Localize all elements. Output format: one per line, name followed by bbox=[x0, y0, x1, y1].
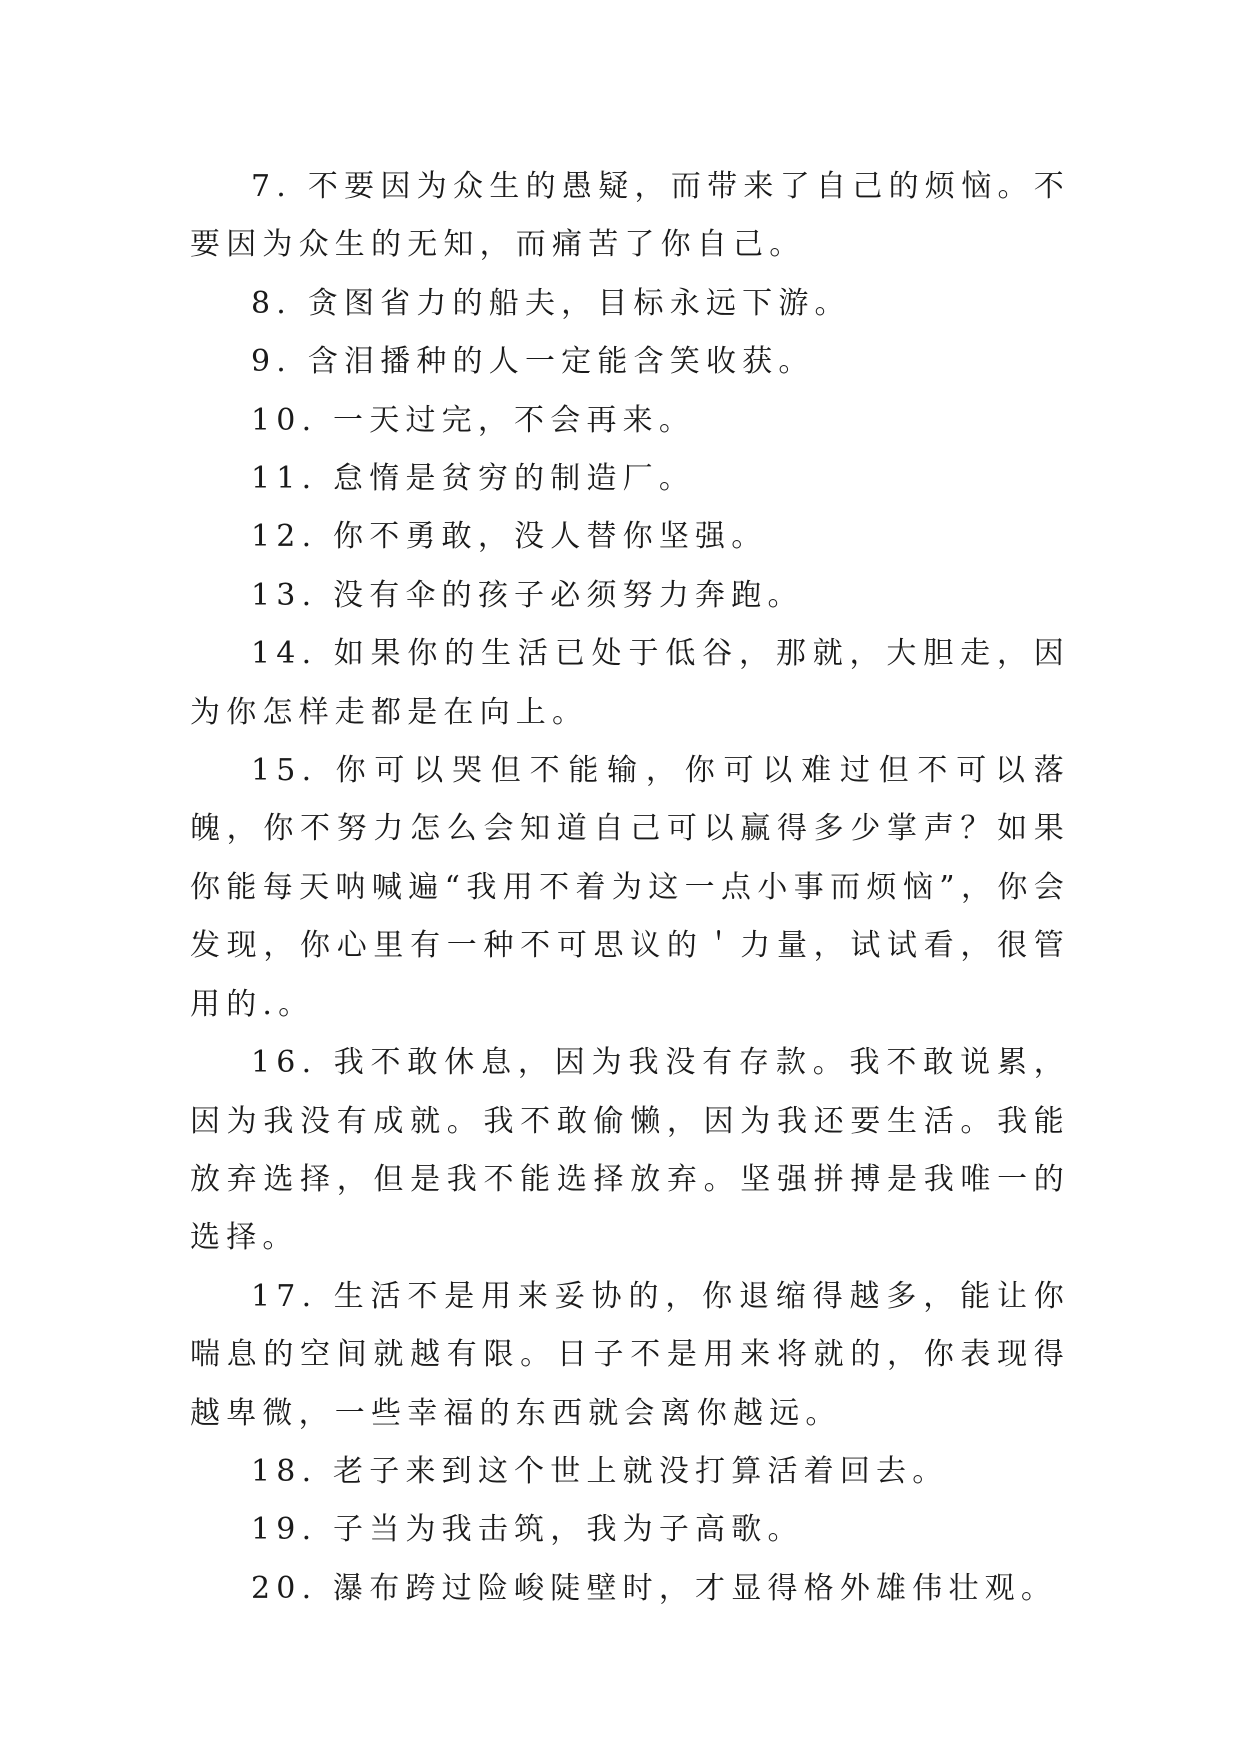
paragraph-item-9: 9. 含泪播种的人一定能含笑收获。 bbox=[251, 344, 815, 380]
paragraph-item-10: 10. 一天过完，不会再来。 bbox=[251, 402, 696, 438]
document-body bbox=[190, 158, 1070, 1618]
paragraph-item-18: 18. 老子来到这个世上就没打算活着回去。 bbox=[251, 1453, 949, 1489]
paragraph-item-7: 7. 不要因为众生的愚疑，而带来了自己的烦恼。不要因为众生的无知，而痛苦了你自己。 bbox=[190, 169, 1070, 263]
paragraph-item-15: 15. 你可以哭但不能输，你可以难过但不可以落魄，你不努力怎么会知道自己可以赢得多少掌声？如果你能每天呐喊遍“我用不着为这一点小事而烦恼”，你会发现，你心里有一种不可思议的＇力量，试试看，很管用的.。 bbox=[190, 753, 1070, 1022]
paragraph-item-11: 11. 怠惰是贫穷的制造厂。 bbox=[251, 461, 696, 497]
paragraph-item-19: 19. 子当为我击筑，我为子高歌。 bbox=[251, 1512, 804, 1548]
paragraph-item-13: 13. 没有伞的孩子必须努力奔跑。 bbox=[251, 577, 804, 613]
paragraph-item-17: 17. 生活不是用来妥协的，你退缩得越多，能让你喘息的空间就越有限。日子不是用来将就的，你表现得越卑微，一些幸福的东西就会离你越远。 bbox=[190, 1278, 1070, 1431]
paragraph-item-8: 8. 贪图省力的船夫，目标永远下游。 bbox=[251, 285, 851, 321]
paragraph-item-20: 20. 瀑布跨过险峻陡壁时，才显得格外雄伟壮观。 bbox=[251, 1570, 1058, 1606]
paragraph-item-14: 14. 如果你的生活已处于低谷，那就，大胆走，因为你怎样走都是在向上。 bbox=[190, 636, 1070, 730]
paragraph-item-16: 16. 我不敢休息，因为我没有存款。我不敢说累，因为我没有成就。我不敢偷懒，因为我还要生活。我能放弃选择，但是我不能选择放弃。坚强拼搏是我唯一的选择。 bbox=[190, 1045, 1070, 1256]
paragraph-item-12: 12. 你不勇敢，没人替你坚强。 bbox=[251, 519, 768, 555]
